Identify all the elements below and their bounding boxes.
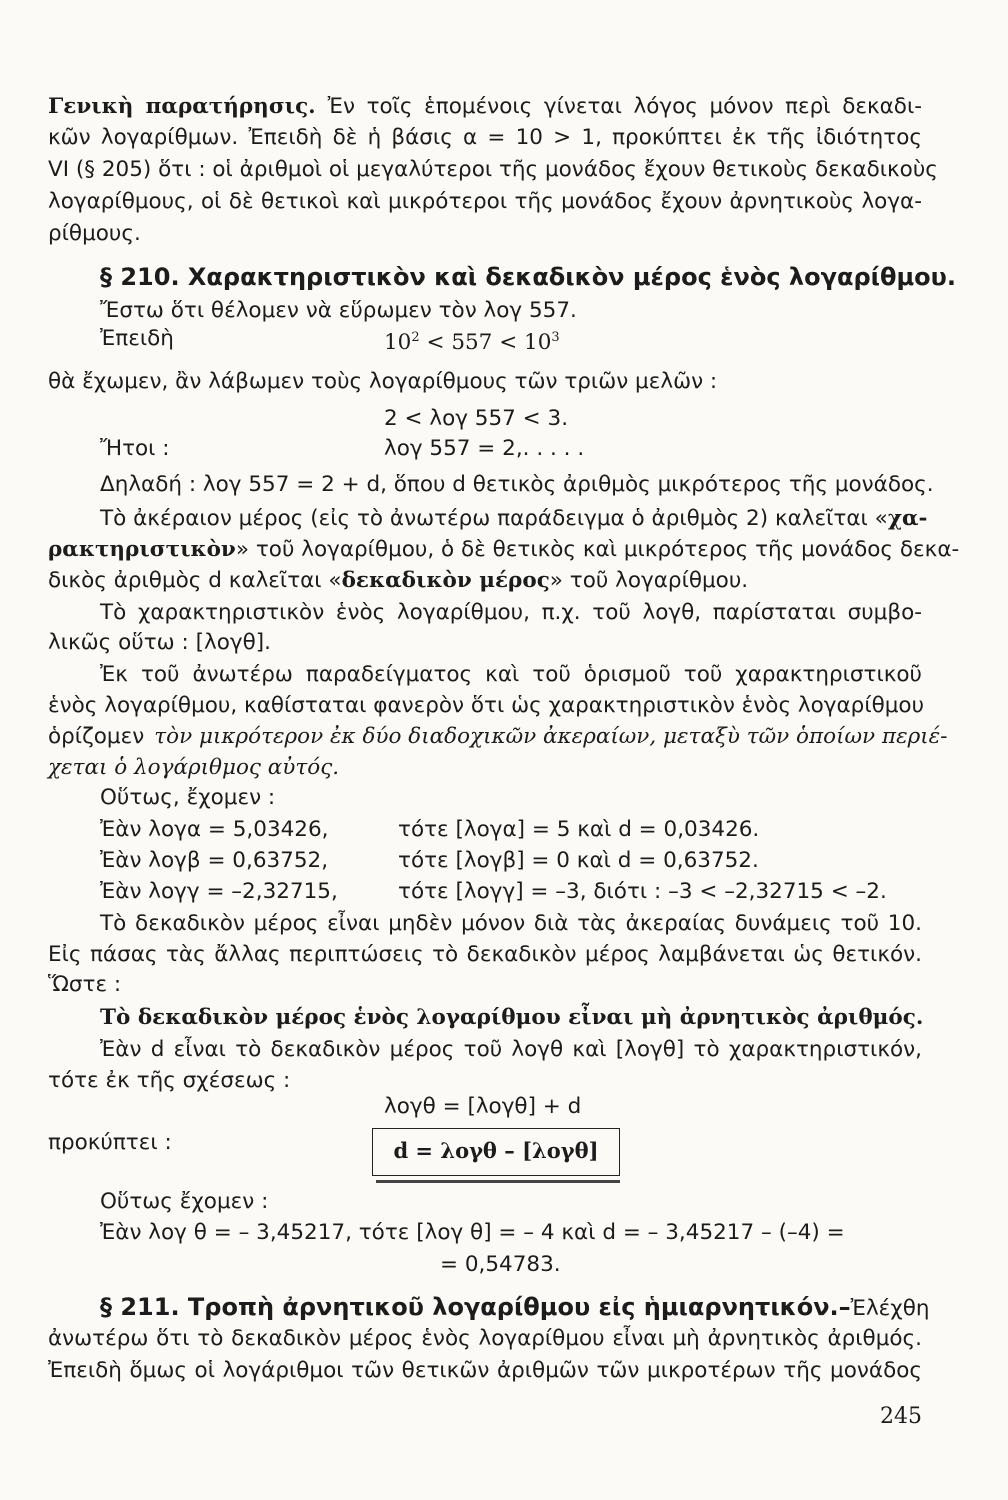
- sec210-p1: Δηλαδή : λογ 557 = 2 + d, ὅπου d θετικὸς ἀριθμὸς μικρότερος τῆς μονάδος.: [100, 472, 934, 497]
- sec210-p6-line-1: Ἐὰν d εἶναι τὸ δεκαδικὸν μέρος τοῦ λογθ καὶ [λογθ] τὸ χαρακτηριστικόν,: [100, 1037, 922, 1062]
- boxed-formula-shadow: [376, 1180, 620, 1183]
- sec210-p3-line-2: λικῶς οὕτω : [λογθ].: [48, 630, 271, 655]
- remark-line-5: ρίθμους.: [48, 221, 141, 246]
- inequality-powers: $10^2 < 557 < 10^3$: [384, 329, 560, 355]
- sec210-p2-line-1: Τὸ ἀκέραιον μέρος (εἰς τὸ ἀνωτέρω παράδειγμα ὁ ἀριθμὸς 2) καλεῖται «χα-: [100, 506, 928, 531]
- remark-line-1: Γενικὴ παρατήρησις. Ἐν τοῖς ἑπομένοις γίνεται λόγος μόνον περὶ δεκαδι-: [48, 94, 922, 119]
- sec210-p5-line-2: Εἰς πάσας τὰς ἄλλας περιπτώσεις τὸ δεκαδικὸν μέρος λαμβάνεται ὡς θετικόν.: [48, 942, 922, 967]
- sec210-p4-line-3: ὁρίζομεν τὸν μικρότερον ἐκ δύο διαδοχικῶν ἀκεραίων, μεταξὺ τῶν ὁποίων περιέ-: [48, 724, 948, 749]
- boxed-formula: d = λογθ – [λογθ]: [372, 1128, 620, 1176]
- sec210-thus-2: Οὕτως ἔχομεν :: [100, 1189, 269, 1214]
- sec210-p2-line-3: δικὸς ἀριθμὸς d καλεῖται «δεκαδικὸν μέρος» τοῦ λογαρίθμου.: [48, 568, 749, 593]
- sec210-results: προκύπτει :: [48, 1130, 172, 1155]
- decimal-part-rule: Τὸ δεκαδικὸν μέρος ἑνὸς λογαρίθμου εἶναι μὴ ἀρνητικὸς ἀριθμός.: [100, 1005, 924, 1030]
- sec210-since: Ἐπειδὴ: [100, 326, 174, 351]
- section-211-heading-line: § 211. Τροπὴ ἀρνητικοῦ λογαρίθμου εἰς ἡμιαρνητικόν.–Ἐλέχθη: [100, 1293, 930, 1321]
- remark-line-2: κῶν λογαρίθμων. Ἐπειδὴ δὲ ἡ βάσις α = 10 > 1, προκύπτει ἐκ τῆς ἰδιότητος: [48, 125, 922, 150]
- remark-line-3: VI (§ 205) ὅτι : οἱ ἀριθμοὶ οἱ μεγαλύτεροι τῆς μονάδος ἔχουν θετικοὺς δεκαδικοὺς: [48, 157, 938, 182]
- sec210-p4-line-1: Ἐκ τοῦ ἀνωτέρω παραδείγματος καὶ τοῦ ὁρισμοῦ τοῦ χαρακτηριστικοῦ: [100, 662, 922, 687]
- sec210-thus-1: Οὕτως, ἔχομεν :: [100, 785, 276, 810]
- sec210-p6-line-2: τότε ἐκ τῆς σχέσεως :: [48, 1068, 291, 1093]
- sec210-p4-line-2: ἑνὸς λογαρίθμου, καθίσταται φανερὸν ὅτι ὡς χαρακτηριστικὸν ἑνὸς λογαρίθμου: [48, 693, 925, 718]
- sec210-p4-line-4: χεται ὁ λογάριθμος αὐτός.: [48, 755, 340, 780]
- example-2-left: Ἐὰν λογβ = 0,63752,: [100, 848, 329, 873]
- sec210-p3-line-1: Τὸ χαρακτηριστικὸν ἑνὸς λογαρίθμου, π.χ. τοῦ λογθ, παρίσταται συμβο-: [100, 600, 922, 625]
- sec210-hence: Ὥστε :: [48, 972, 122, 997]
- sec210-ie-value: λογ 557 = 2,. . . . .: [384, 436, 585, 461]
- sec210-line-3: θὰ ἔχωμεν, ἂν λάβωμεν τοὺς λογαρίθμους τῶν τριῶν μελῶν :: [48, 369, 718, 394]
- example-4: Ἐὰν λογ θ = – 3,45217, τότε [λογ θ] = – 4 καὶ d = – 3,45217 – (–4) =: [100, 1220, 845, 1245]
- remark-line-4: λογαρίθμους, οἱ δὲ θετικοὶ καὶ μικρότεροι τῆς μονάδος ἔχουν ἀρνητικοὺς λογα-: [48, 189, 922, 214]
- sec210-line-1: Ἔστω ὅτι θέλομεν νὰ εὕρωμεν τὸν λογ 557.: [100, 298, 577, 323]
- sec210-p5-line-1: Τὸ δεκαδικὸν μέρος εἶναι μηδὲν μόνον διὰ τὰς ἀκεραίας δυνάμεις τοῦ 10.: [100, 911, 922, 936]
- example-2-right: τότε [λογβ] = 0 καὶ d = 0,63752.: [398, 848, 759, 873]
- sec210-p2-line-2: ρακτηριστικὸν» τοῦ λογαρίθμου, ὁ δὲ θετικὸς καὶ μικρότερος τῆς μονάδος δεκα-: [48, 537, 960, 562]
- sec211-line-3: Ἐπειδὴ ὅμως οἱ λογάριθμοι τῶν θετικῶν ἀριθμῶν τῶν μικροτέρων τῆς μονάδος: [48, 1358, 922, 1383]
- example-3-right: τότε [λογγ] = –3, διότι : –3 < –2,32715 < –2.: [398, 879, 887, 904]
- relation-formula: λογθ = [λογθ] + d: [384, 1094, 582, 1119]
- inequality-logs: 2 < λογ 557 < 3.: [384, 406, 569, 431]
- section-210-heading: § 210. Χαρακτηριστικὸν καὶ δεκαδικὸν μέρος ἑνὸς λογαρίθμου.: [100, 263, 956, 291]
- example-1-left: Ἐὰν λογα = 5,03426,: [100, 817, 329, 842]
- example-4-result: = 0,54783.: [440, 1252, 561, 1277]
- page-number: 245: [880, 1404, 922, 1429]
- sec211-line-2: ἀνωτέρω ὅτι τὸ δεκαδικὸν μέρος ἑνὸς λογαρίθμου εἶναι μὴ ἀρνητικὸς ἀριθμός.: [48, 1326, 922, 1351]
- example-3-left: Ἐὰν λογγ = –2,32715,: [100, 879, 338, 904]
- sec210-ie: Ἤτοι :: [100, 436, 170, 461]
- example-1-right: τότε [λογα] = 5 καὶ d = 0,03426.: [398, 817, 760, 842]
